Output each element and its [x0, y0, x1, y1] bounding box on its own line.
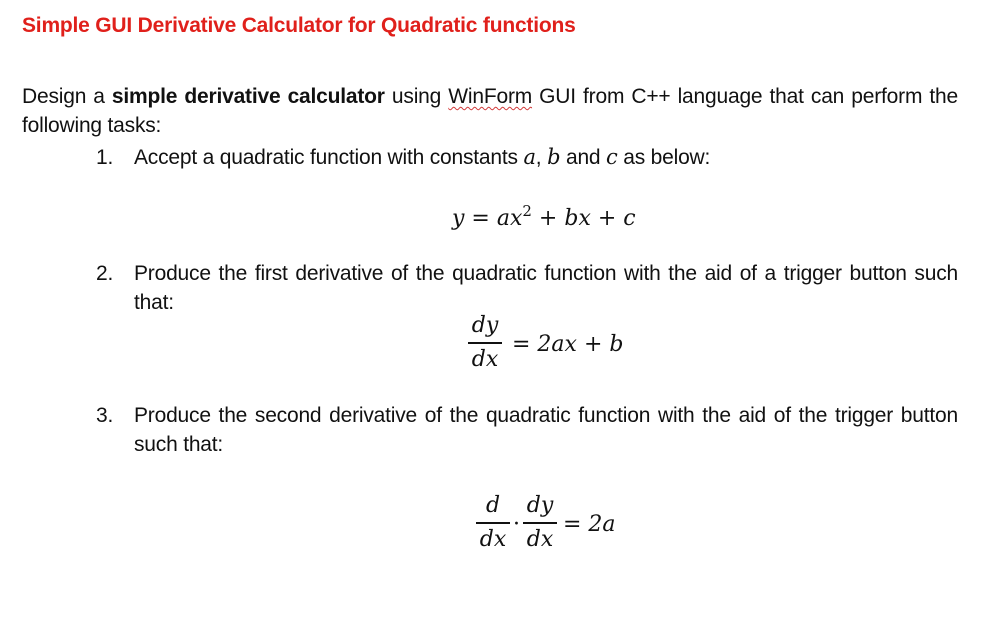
eq-lhs: y	[452, 206, 465, 231]
multiplication-dot: ·	[513, 512, 520, 537]
list-item-text	[134, 143, 958, 172]
eq-term: + bx + c	[531, 206, 636, 231]
rhs-expression: = 2a	[563, 512, 616, 537]
item-text-part: and	[560, 146, 607, 169]
list-item	[96, 401, 958, 459]
math-variable-b: b	[547, 145, 561, 169]
first-derivative-rhs	[512, 332, 623, 357]
fraction-denominator: dx	[526, 526, 554, 552]
eq-term: ax	[496, 206, 523, 231]
intro-text-2: using	[384, 85, 449, 108]
fraction-bar	[468, 342, 502, 344]
fraction-denominator: dx	[471, 346, 499, 372]
fraction-numerator: dy	[471, 313, 499, 338]
page-title: Simple GUI Derivative Calculator for Quadratic functions	[22, 14, 576, 37]
second-derivative-rhs	[563, 512, 616, 537]
intro-text-3: GUI from C++ language that can perform the following tasks:	[22, 85, 958, 137]
item-text-part: Accept a quadratic function with constants	[134, 146, 524, 169]
intro-paragraph	[22, 82, 958, 140]
first-derivative-fraction	[468, 312, 502, 374]
fraction-numerator: dy	[526, 493, 554, 518]
rhs-expression: = 2ax + b	[512, 332, 624, 357]
second-derivative-operator-fraction	[476, 492, 510, 554]
list-item	[96, 143, 958, 172]
item-text-part: as below:	[617, 146, 711, 169]
item-text-part: ,	[535, 146, 548, 169]
fraction-bar	[476, 522, 510, 524]
intro-bold-text: simple derivative calculator	[111, 85, 385, 108]
fraction-bar	[523, 522, 557, 524]
fraction-numerator: d	[485, 493, 501, 518]
second-derivative-inner-fraction	[523, 492, 557, 554]
spellcheck-flagged-word: WinForm	[448, 85, 533, 108]
list-item-text: Produce the second derivative of the quadratic function with the aid of the trigger button such that:	[134, 404, 958, 456]
list-item-number: 2.	[96, 262, 114, 285]
fraction-denominator: dx	[479, 526, 507, 552]
math-variable-a: a	[523, 145, 536, 169]
list-item	[96, 259, 958, 317]
eq-sign: =	[464, 206, 497, 231]
math-variable-c: c	[606, 145, 618, 169]
eq-exponent: 2	[522, 202, 532, 220]
quadratic-equation	[452, 202, 636, 231]
intro-text-1: Design a	[22, 85, 112, 108]
list-item-text: Produce the first derivative of the quadratic function with the aid of a trigger button such that:	[134, 262, 958, 314]
list-item-number: 1.	[96, 146, 114, 169]
list-item-number: 3.	[96, 404, 114, 427]
